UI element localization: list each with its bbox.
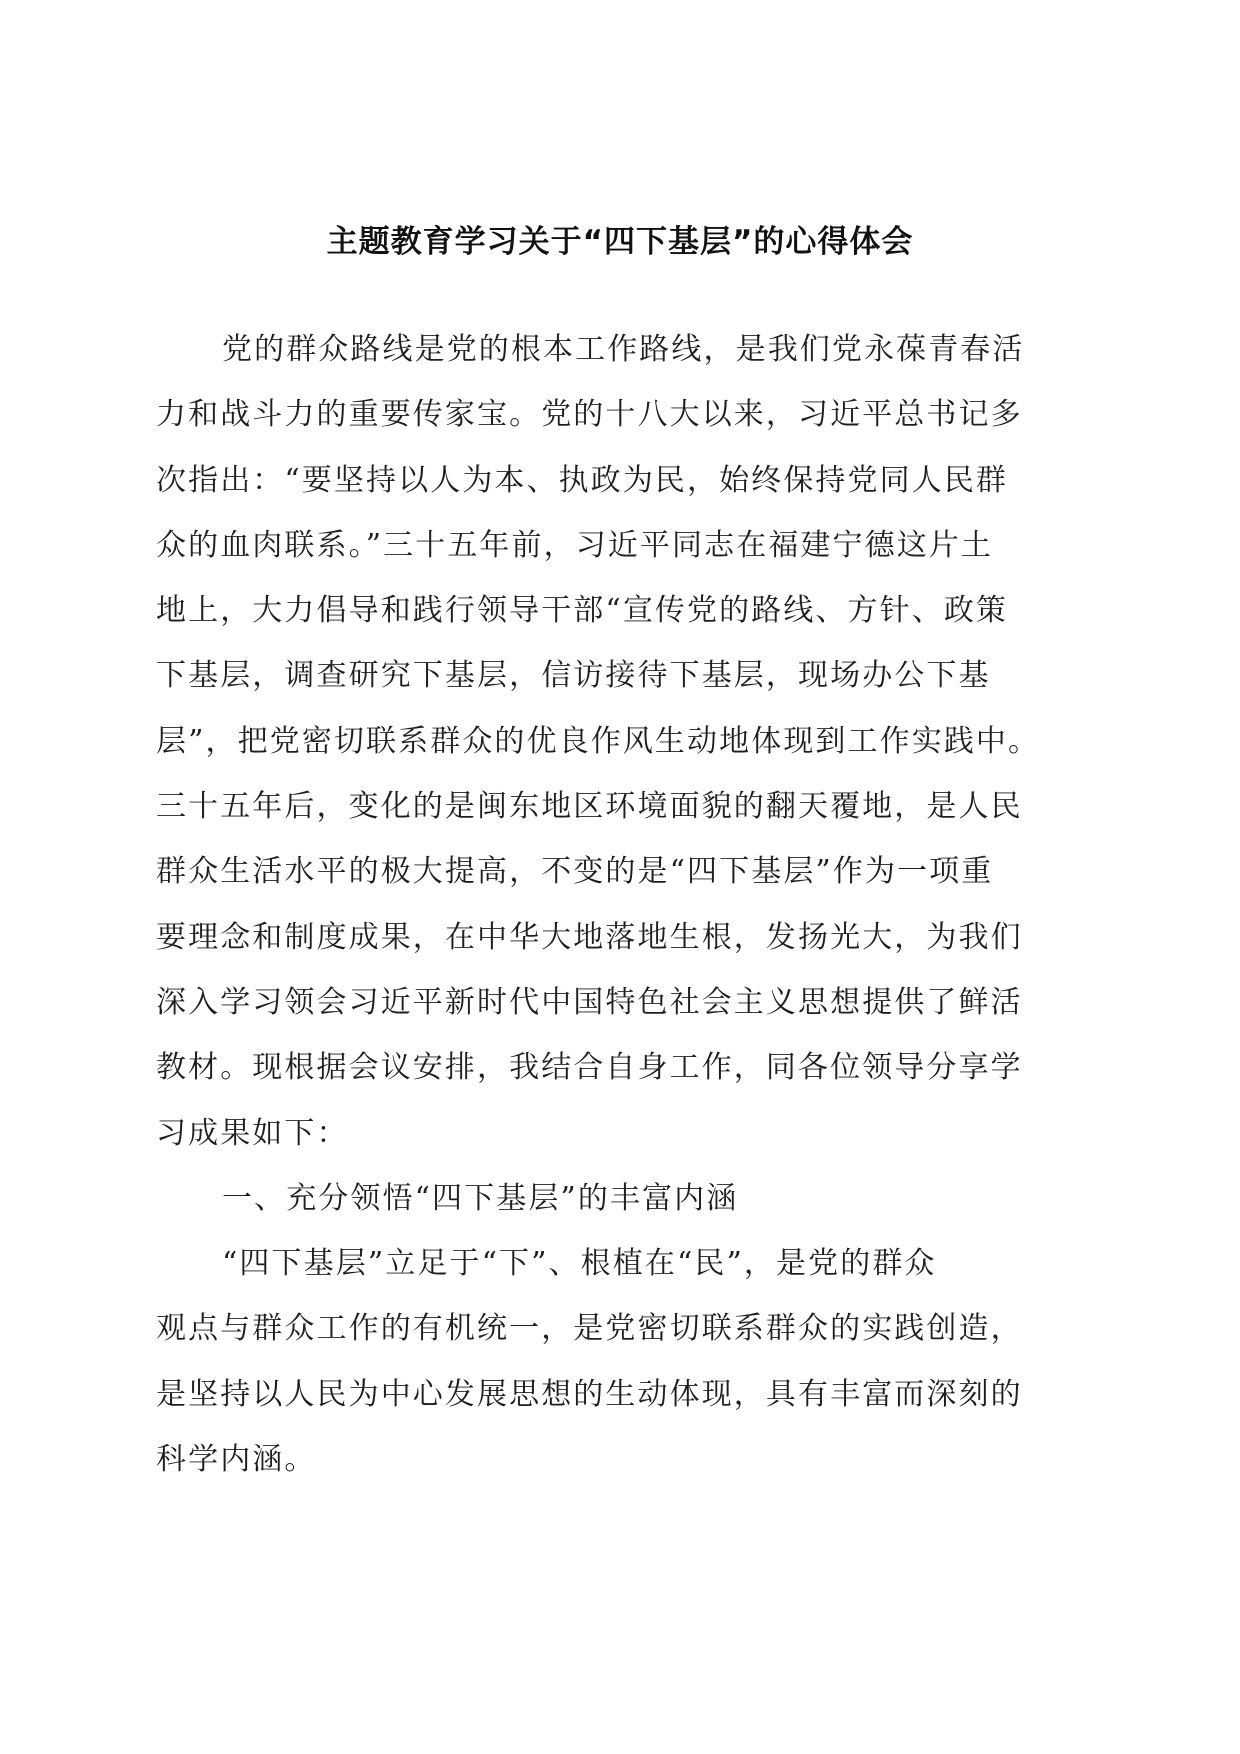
section-heading-1: 一、充分领悟“四下基层”的丰富内涵 xyxy=(222,1180,739,1216)
paragraph-1-line-5: 地上，大力倡导和践行领导干部“宣传党的路线、方针、政策 xyxy=(156,593,1009,629)
paragraph-2-line-2: 观点与群众工作的有机统一，是党密切联系群众的实践创造， xyxy=(156,1311,1023,1347)
paragraph-1-line-9: 群众生活水平的极大提高，不变的是“四下基层”作为一项重 xyxy=(156,854,994,890)
paragraph-1-line-6: 下基层，调查研究下基层，信访接待下基层，现场办公下基 xyxy=(156,658,991,694)
paragraph-1-line-2: 力和战斗力的重要传家宝。党的十八大以来，习近平总书记多 xyxy=(156,397,1023,433)
document-title: 主题教育学习关于“四下基层”的心得体会 xyxy=(326,224,914,260)
paragraph-1-line-13: 习成果如下： xyxy=(156,1115,349,1151)
paragraph-1-line-3: 次指出：“要坚持以人为本、执政为民，始终保持党同人民群 xyxy=(156,462,1009,498)
paragraph-1-line-7: 层”，把党密切联系群众的优良作风生动地体现到工作实践中。 xyxy=(156,723,1041,759)
paragraph-1-line-4: 众的血肉联系。”三十五年前，习近平同志在福建宁德这片土 xyxy=(156,527,994,563)
paragraph-1-line-10: 要理念和制度成果，在中华大地落地生根，发扬光大，为我们 xyxy=(156,919,1023,955)
paragraph-2-line-1: “四下基层”立足于“下”、根植在“民”，是党的群众 xyxy=(222,1246,937,1282)
paragraph-1-line-1: 党的群众路线是党的根本工作路线，是我们党永葆青春活 xyxy=(222,332,1025,367)
paragraph-1-line-12: 教材。现根据会议安排，我结合自身工作，同各位领导分享学 xyxy=(156,1050,1023,1086)
paragraph-1-line-8: 三十五年后，变化的是闽东地区环境面貌的翻天覆地，是人民 xyxy=(156,789,1023,825)
paragraph-2-line-4: 科学内涵。 xyxy=(156,1442,317,1478)
document-body xyxy=(156,322,1076,1497)
paragraph-2-line-3: 是坚持以人民为中心发展思想的生动体现，具有丰富而深刻的 xyxy=(156,1376,1023,1412)
paragraph-1-line-11: 深入学习领会习近平新时代中国特色社会主义思想提供了鲜活 xyxy=(156,984,1023,1020)
